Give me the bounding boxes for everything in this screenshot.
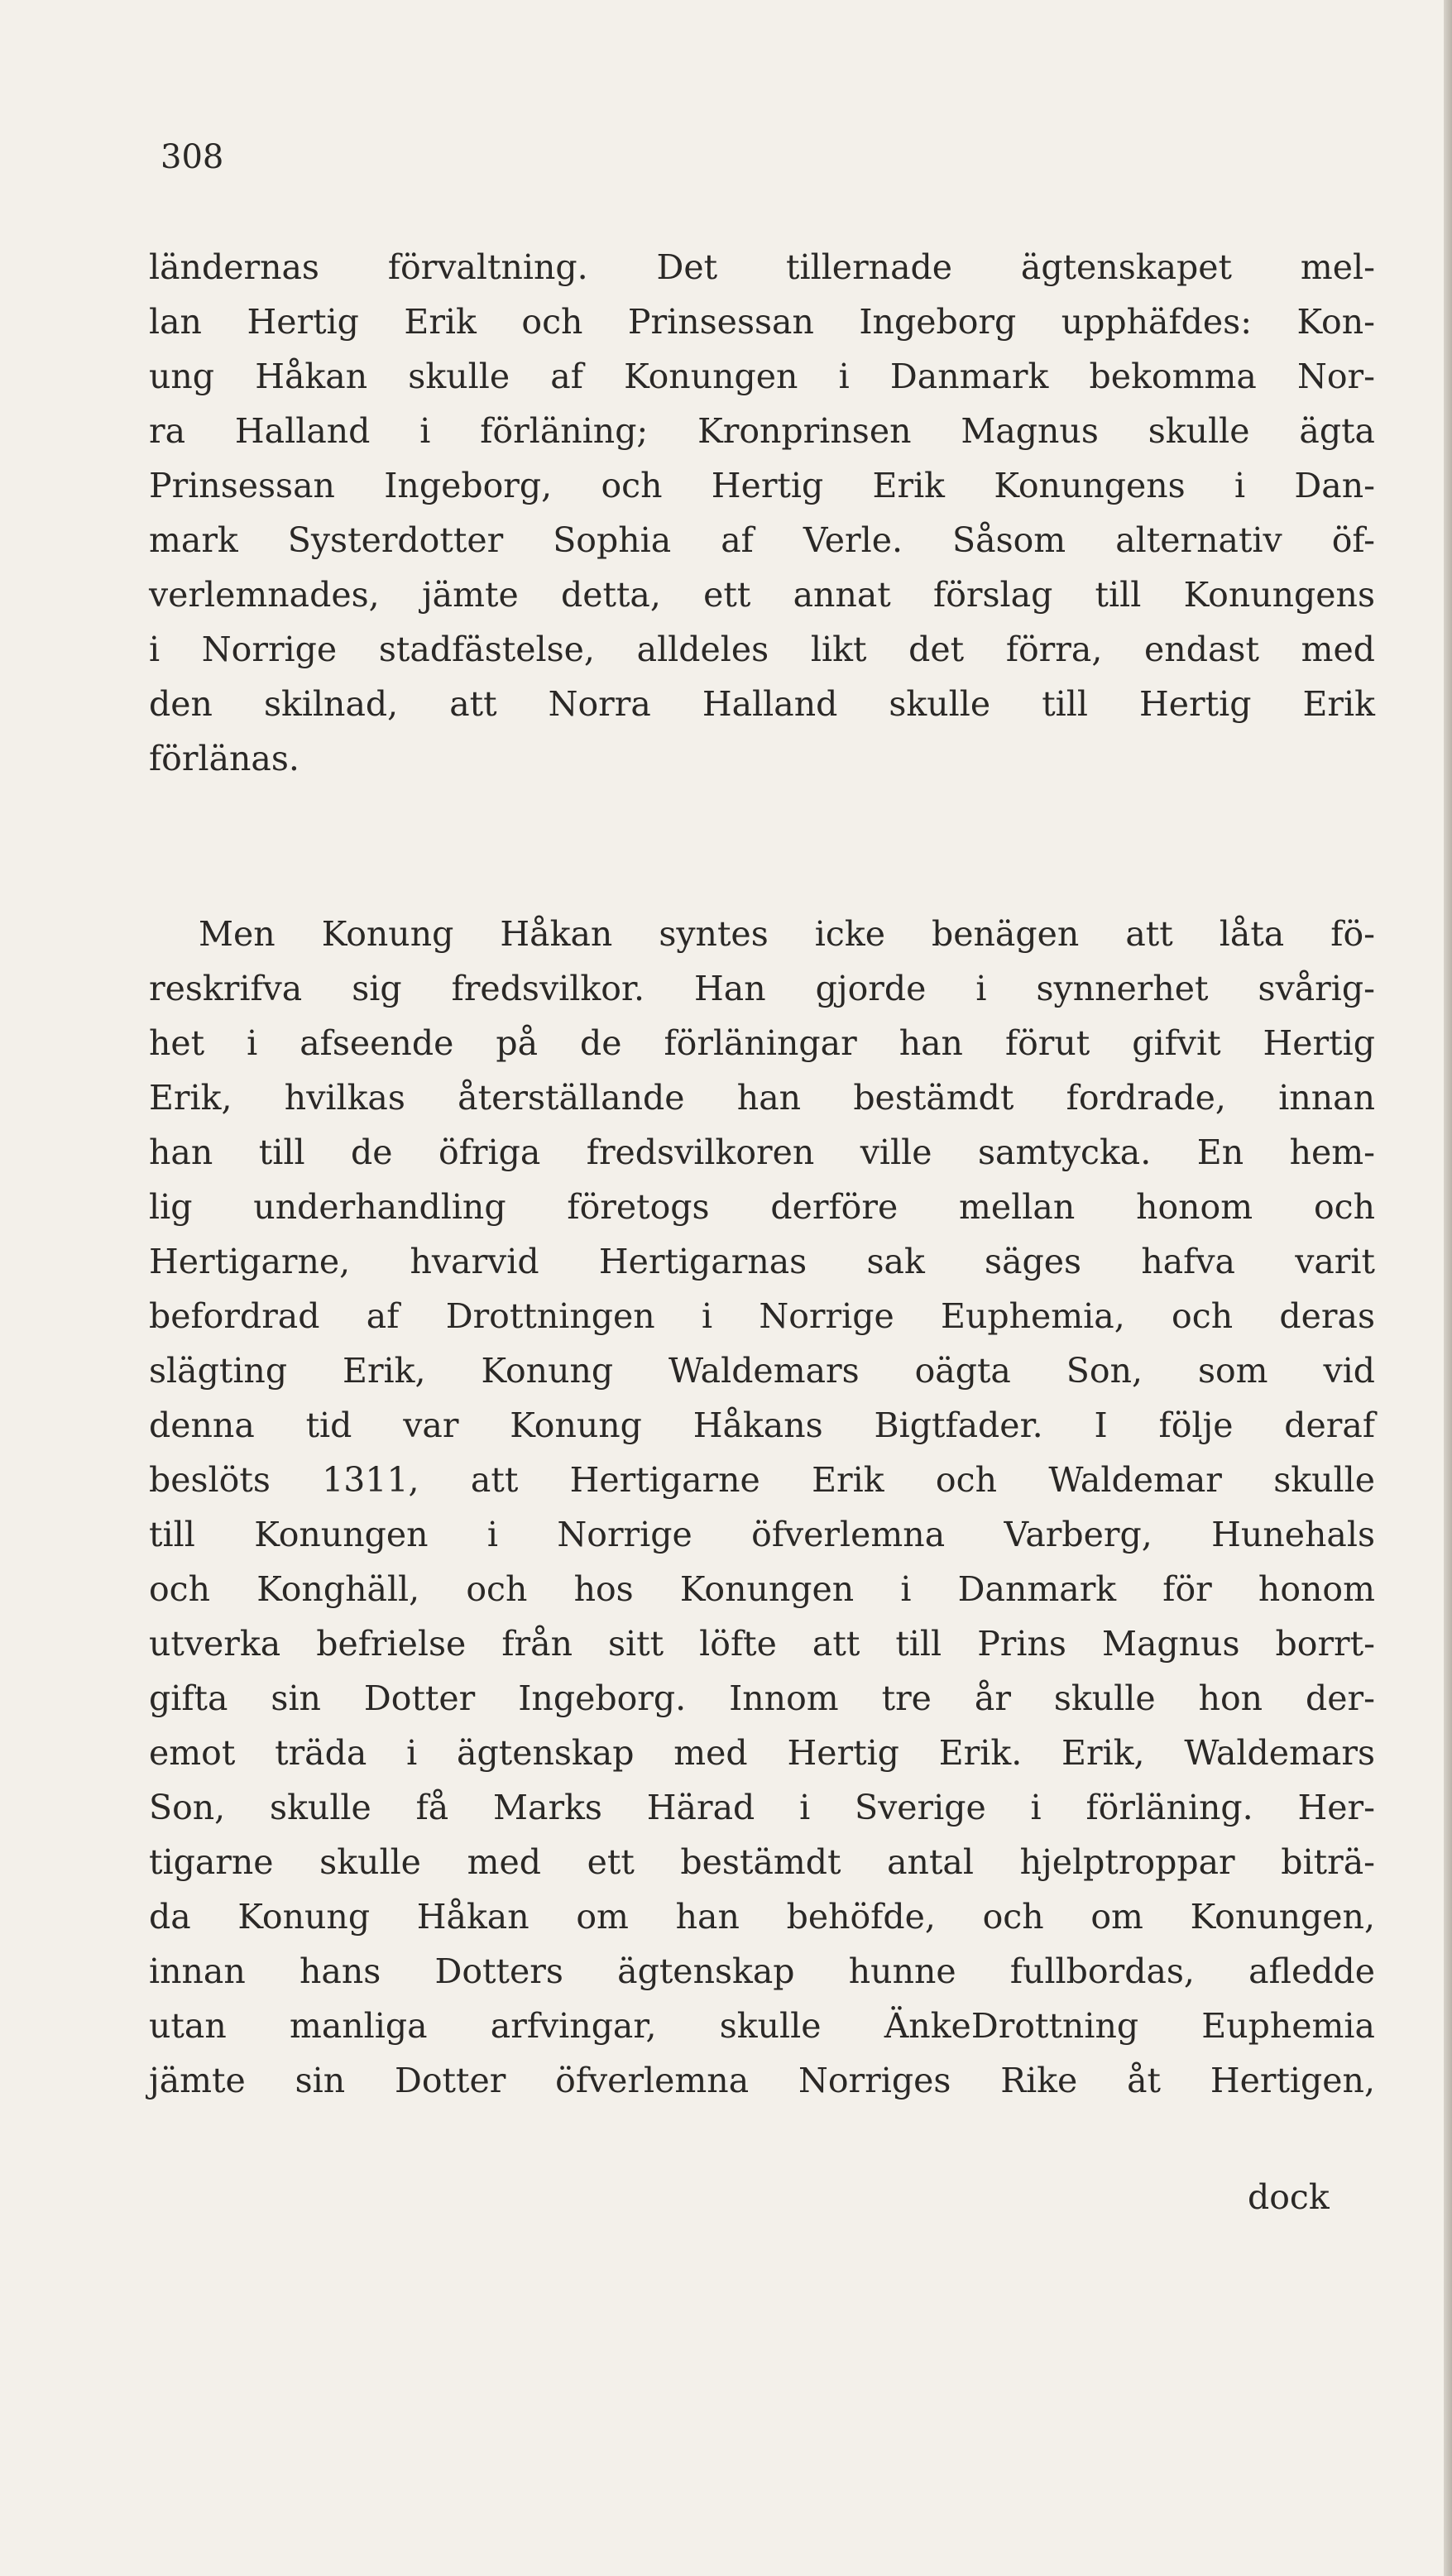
text-line: han till de öfriga fredsvilkoren ville samtycka. En hem- (149, 1132, 1375, 1172)
text-line: beslöts 1311, att Hertigarne Erik och Waldemar skulle (149, 1460, 1375, 1500)
text-line: ländernas förvaltning. Det tillernade ägtenskapet mel- (149, 247, 1375, 287)
text-line: i Norrige stadfästelse, alldeles likt det förra, endast med (149, 630, 1375, 669)
catchword: dock (1248, 2177, 1330, 2217)
text-line: förlänas. (149, 739, 300, 778)
text-line: innan hans Dotters ägtenskap hunne fullbordas, afledde (149, 1951, 1375, 1991)
text-line: Hertigarne, hvarvid Hertigarnas sak säges hafva varit (149, 1242, 1375, 1281)
text-line: denna tid var Konung Håkans Bigtfader. I följe deraf (149, 1405, 1375, 1445)
text-line: utan manliga arfvingar, skulle ÄnkeDrottning Euphemia (149, 2006, 1375, 2046)
text-line: lig underhandling företogs derföre mellan honom och (149, 1187, 1375, 1227)
text-line: ung Håkan skulle af Konungen i Danmark bekomma Nor- (149, 357, 1375, 396)
text-line: utverka befrielse från sitt löfte att till Prins Magnus borrt- (149, 1624, 1375, 1664)
text-line: emot träda i ägtenskap med Hertig Erik. Erik, Waldemars (149, 1733, 1375, 1773)
text-line: Erik, hvilkas återställande han bestämdt fordrade, innan (149, 1078, 1375, 1118)
paragraph-2 (149, 907, 1375, 2108)
text-line: tigarne skulle med ett bestämdt antal hjelptroppar biträ- (149, 1842, 1375, 1882)
text-line: lan Hertig Erik och Prinsessan Ingeborg upphäfdes: Kon- (149, 302, 1375, 342)
text-line: Son, skulle få Marks Härad i Sverige i förläning. Her- (149, 1788, 1375, 1827)
text-line: Men Konung Håkan syntes icke benägen att låta fö- (199, 914, 1375, 954)
text-line: da Konung Håkan om han behöfde, och om Konungen, (149, 1897, 1375, 1937)
text-line: reskrifva sig fredsvilkor. Han gjorde i synnerhet svårig- (149, 969, 1375, 1008)
text-line: ra Halland i förläning; Kronprinsen Magnus skulle ägta (149, 411, 1375, 451)
text-line: mark Systerdotter Sophia af Verle. Såsom alternativ öf- (149, 520, 1375, 560)
text-line: jämte sin Dotter öfverlemna Norriges Rike åt Hertigen, (149, 2061, 1375, 2100)
text-line: slägting Erik, Konung Waldemars oägta Son, som vid (149, 1351, 1375, 1391)
paragraph-1 (149, 240, 1375, 786)
text-line: gifta sin Dotter Ingeborg. Innom tre år skulle hon der- (149, 1678, 1375, 1718)
page-edge-shadow (1444, 0, 1452, 2576)
page-number: 308 (161, 138, 224, 176)
text-line: Prinsessan Ingeborg, och Hertig Erik Konungens i Dan- (149, 466, 1375, 505)
text-line: den skilnad, att Norra Halland skulle till Hertig Erik (149, 684, 1375, 724)
text-line: till Konungen i Norrige öfverlemna Varberg, Hunehals (149, 1515, 1375, 1554)
text-line: het i afseende på de förläningar han förut gifvit Hertig (149, 1023, 1375, 1063)
text-line: och Konghäll, och hos Konungen i Danmark för honom (149, 1569, 1375, 1609)
text-line: befordrad af Drottningen i Norrige Euphemia, och deras (149, 1296, 1375, 1336)
text-line: verlemnades, jämte detta, ett annat förslag till Konungens (149, 575, 1375, 615)
